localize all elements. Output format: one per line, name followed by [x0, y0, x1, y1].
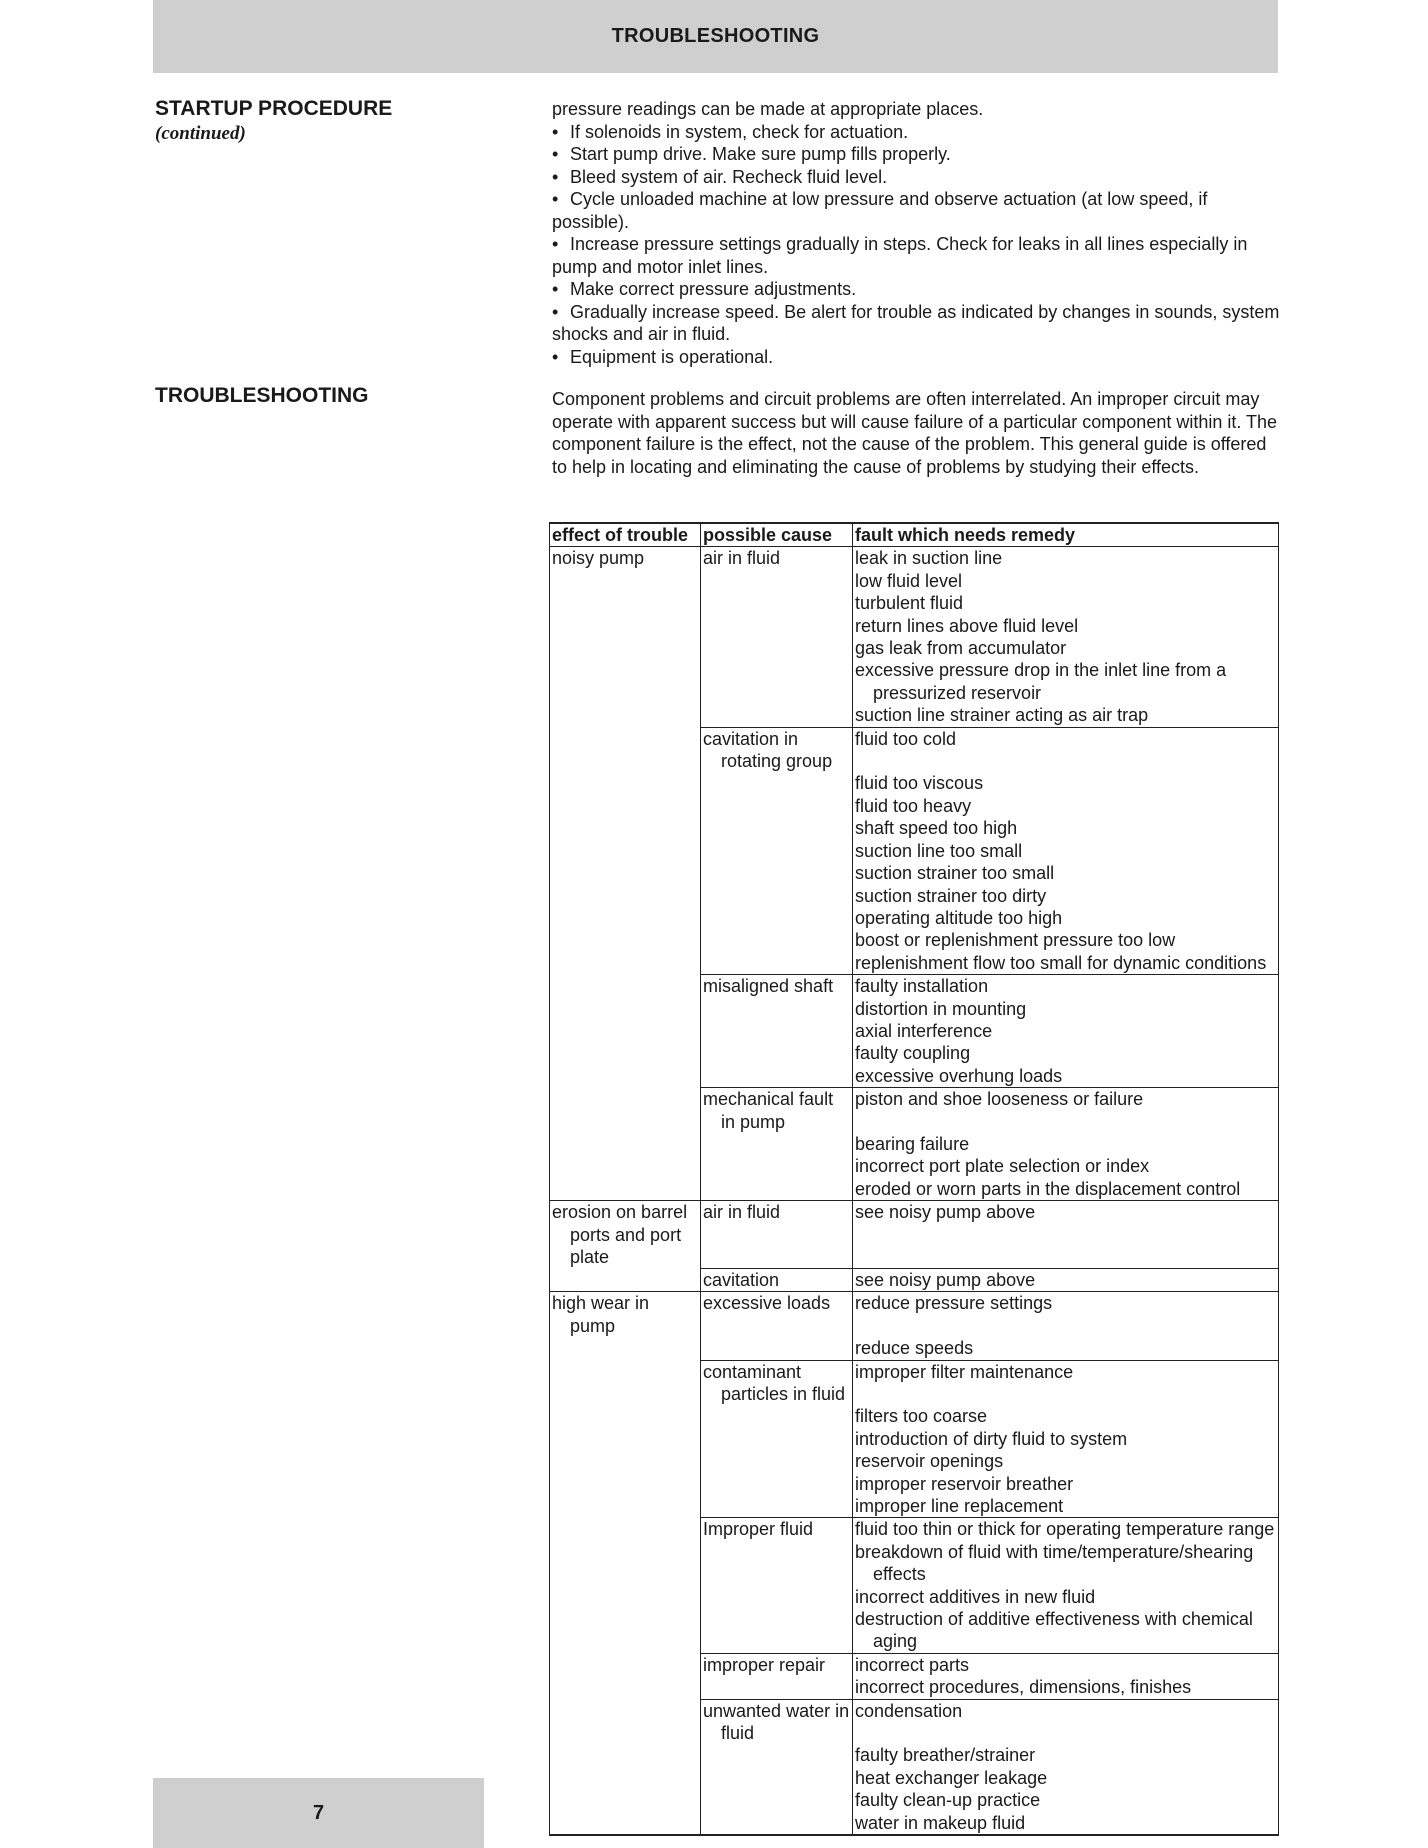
table-cell-cause [701, 1473, 853, 1495]
table-row [550, 1428, 1279, 1450]
table-cell-fault: incorrect procedures, dimensions, finishes [853, 1676, 1279, 1699]
table-row [550, 929, 1279, 951]
table-cell-effect [550, 1178, 701, 1201]
table-cell-effect [550, 772, 701, 794]
table-cell-cause [701, 1789, 853, 1811]
table-cell-fault: fluid too heavy [853, 795, 1279, 817]
table-cell-effect [550, 727, 701, 772]
table-cell-fault: improper filter maintenance [853, 1360, 1279, 1405]
table-cell-cause [701, 795, 853, 817]
table-cell-effect [550, 952, 701, 975]
table-cell-effect [550, 1586, 701, 1608]
table-cell-cause: mechanical fault in pump [701, 1088, 853, 1133]
table-cell-cause [701, 1405, 853, 1427]
table-row [550, 1178, 1279, 1201]
table-row [550, 952, 1279, 975]
table-row [550, 840, 1279, 862]
table-cell-cause [701, 1133, 853, 1155]
table-row [550, 1608, 1279, 1653]
table-cell-cause: Improper fluid [701, 1518, 853, 1541]
table-cell-fault: incorrect parts [853, 1653, 1279, 1676]
startup-bullet: • Cycle unloaded machine at low pressure and observe actuation (at low speed, if possible). [552, 189, 1208, 232]
table-cell-effect [550, 1744, 701, 1766]
table-cell-effect [550, 885, 701, 907]
startup-bullet: • Gradually increase speed. Be alert for trouble as indicated by changes in sounds, system shocks and air in fluid. [552, 301, 1280, 344]
table-cell-effect [550, 1155, 701, 1177]
table-row [550, 907, 1279, 929]
table-row [550, 862, 1279, 884]
table-cell-fault: axial interference [853, 1020, 1279, 1042]
table-cell-fault: faulty clean-up practice [853, 1789, 1279, 1811]
table-cell-cause [701, 929, 853, 951]
table-cell-effect [550, 659, 701, 704]
table-row [550, 1155, 1279, 1177]
table-cell-effect [550, 840, 701, 862]
table-cell-cause: contaminant particles in fluid [701, 1360, 853, 1405]
startup-steps [552, 98, 1282, 368]
table-cell-fault: suction line strainer acting as air trap [853, 704, 1279, 727]
table-cell-cause: unwanted water in fluid [701, 1699, 853, 1744]
table-cell-cause [701, 998, 853, 1020]
table-row [550, 1653, 1279, 1676]
table-cell-fault: condensation [853, 1699, 1279, 1744]
table-header-row [550, 523, 1279, 547]
table-row [550, 1088, 1279, 1133]
startup-bullet: • Bleed system of air. Recheck fluid level. [552, 166, 888, 187]
table-cell-effect [550, 1473, 701, 1495]
table-cell-effect: erosion on barrel ports and port plate [550, 1201, 701, 1269]
table-cell-fault: distortion in mounting [853, 998, 1279, 1020]
table-cell-fault: introduction of dirty fluid to system [853, 1428, 1279, 1450]
table-cell-fault: faulty installation [853, 975, 1279, 998]
troubleshooting-table [549, 522, 1279, 1836]
table-cell-fault: incorrect additives in new fluid [853, 1586, 1279, 1608]
table-row [550, 1065, 1279, 1088]
table-cell-fault: gas leak from accumulator [853, 637, 1279, 659]
table-cell-cause: cavitation [701, 1268, 853, 1291]
table-cell-cause [701, 1495, 853, 1518]
table-cell-cause [701, 1676, 853, 1699]
startup-bullet: • Equipment is operational. [552, 346, 774, 367]
table-cell-cause [701, 1065, 853, 1088]
startup-intro-text: pressure readings can be made at appropriate places. [552, 99, 984, 119]
table-cell-cause [701, 1020, 853, 1042]
table-cell-fault: suction strainer too dirty [853, 885, 1279, 907]
startup-bullet: • Increase pressure settings gradually in steps. Check for leaks in all lines especially in pump and motor inlet lines. [552, 234, 1248, 277]
startup-continued-label: (continued) [155, 123, 246, 144]
table-cell-effect [550, 704, 701, 727]
table-cell-cause [701, 1541, 853, 1586]
startup-bullet: • If solenoids in system, check for actuation. [552, 121, 909, 142]
table-row [550, 885, 1279, 907]
table-cell-fault: piston and shoe looseness or failure [853, 1088, 1279, 1133]
table-cell-fault: operating altitude too high [853, 907, 1279, 929]
table-cell-effect [550, 795, 701, 817]
table-cell-effect [550, 817, 701, 839]
table-cell-cause [701, 907, 853, 929]
table-row [550, 975, 1279, 998]
table-cell-cause [701, 1155, 853, 1177]
table-cell-fault: turbulent fluid [853, 592, 1279, 614]
table-row [550, 1586, 1279, 1608]
table-cell-effect [550, 1495, 701, 1518]
table-cell-fault: suction strainer too small [853, 862, 1279, 884]
table-cell-fault: incorrect port plate selection or index [853, 1155, 1279, 1177]
table-cell-cause: air in fluid [701, 1201, 853, 1269]
table-cell-fault: excessive pressure drop in the inlet line from a pressurized reservoir [853, 659, 1279, 704]
table-body [550, 547, 1279, 1835]
table-row [550, 1812, 1279, 1835]
table-cell-effect [550, 1268, 701, 1291]
table-cell-cause [701, 1337, 853, 1360]
table-cell-effect [550, 1065, 701, 1088]
table-cell-effect [550, 1042, 701, 1064]
startup-bullet-list [552, 121, 1282, 369]
table-cell-effect [550, 1541, 701, 1586]
table-cell-effect [550, 1812, 701, 1835]
table-row [550, 1450, 1279, 1472]
table-cell-fault: destruction of additive effectiveness with chemical aging [853, 1608, 1279, 1653]
table-row [550, 615, 1279, 637]
table-cell-cause [701, 1042, 853, 1064]
table-cell-effect [550, 929, 701, 951]
table-cell-effect [550, 1699, 701, 1744]
table-cell-fault: reduce speeds [853, 1337, 1279, 1360]
table-row [550, 1699, 1279, 1744]
table-row [550, 1405, 1279, 1427]
table-cell-fault: see noisy pump above [853, 1201, 1279, 1269]
table-cell-cause [701, 1428, 853, 1450]
table-cell-effect [550, 1676, 701, 1699]
table-cell-fault: fluid too thin or thick for operating temperature range [853, 1518, 1279, 1541]
table-cell-fault: reservoir openings [853, 1450, 1279, 1472]
table-cell-cause: misaligned shaft [701, 975, 853, 998]
table-cell-effect [550, 1133, 701, 1155]
troubleshooting-paragraph: Component problems and circuit problems are often interrelated. An improper circuit may operate with apparent success but will cause failure of a particular component within it. The component failure is the effect, not the cause of the problem. This general guide is offered to help in locating and eliminating the cause of problems by studying their effects. [552, 389, 1278, 477]
table-cell-fault: return lines above fluid level [853, 615, 1279, 637]
table-cell-cause: air in fluid [701, 547, 853, 570]
page-footer [153, 1778, 484, 1848]
table-cell-effect [550, 615, 701, 637]
table-cell-effect [550, 1020, 701, 1042]
table-row [550, 727, 1279, 772]
table-cell-effect [550, 1608, 701, 1653]
table-row [550, 1676, 1279, 1699]
table-cell-fault: improper reservoir breather [853, 1473, 1279, 1495]
table-cell-cause: improper repair [701, 1653, 853, 1676]
table-cell-effect [550, 975, 701, 998]
table-row [550, 1292, 1279, 1337]
table-row [550, 547, 1279, 570]
table-cell-cause [701, 704, 853, 727]
table-cell-effect: noisy pump [550, 547, 701, 570]
table-cell-effect [550, 1428, 701, 1450]
table-cell-fault: reduce pressure settings [853, 1292, 1279, 1337]
table-cell-fault: filters too coarse [853, 1405, 1279, 1427]
table-cell-cause [701, 615, 853, 637]
table-cell-fault: bearing failure [853, 1133, 1279, 1155]
table-cell-effect [550, 1337, 701, 1360]
table-cell-fault: improper line replacement [853, 1495, 1279, 1518]
table-cell-cause [701, 840, 853, 862]
table-cell-fault: suction line too small [853, 840, 1279, 862]
table-cell-cause [701, 637, 853, 659]
table-row [550, 817, 1279, 839]
table-cell-fault: water in makeup fluid [853, 1812, 1279, 1835]
table-row [550, 637, 1279, 659]
startup-bullet: • Start pump drive. Make sure pump fills properly. [552, 144, 951, 164]
startup-procedure-heading: STARTUP PROCEDURE [155, 97, 393, 120]
table-cell-effect [550, 1088, 701, 1133]
table-cell-cause [701, 1450, 853, 1472]
table-cell-cause [701, 1744, 853, 1766]
table-cell-cause [701, 1812, 853, 1835]
table-cell-fault: see noisy pump above [853, 1268, 1279, 1291]
table-row [550, 1020, 1279, 1042]
table-cell-fault: faulty breather/strainer [853, 1744, 1279, 1766]
table-cell-cause [701, 1608, 853, 1653]
table-cell-effect [550, 570, 701, 592]
table-row [550, 570, 1279, 592]
table-cell-fault: excessive overhung loads [853, 1065, 1279, 1088]
table-cell-cause [701, 570, 853, 592]
table-cell-fault: fluid too cold [853, 727, 1279, 772]
troubleshooting-intro [552, 388, 1282, 478]
table-cell-effect [550, 1518, 701, 1541]
table-cell-effect [550, 592, 701, 614]
table-cell-effect [550, 1653, 701, 1676]
table-cell-cause [701, 1586, 853, 1608]
table-cell-effect [550, 1450, 701, 1472]
table-cell-effect [550, 907, 701, 929]
table-cell-cause [701, 885, 853, 907]
table-row [550, 704, 1279, 727]
table-cell-effect [550, 1789, 701, 1811]
table-cell-fault: breakdown of fluid with time/temperature/shearing effects [853, 1541, 1279, 1586]
table-cell-fault: shaft speed too high [853, 817, 1279, 839]
page-title: TROUBLESHOOTING [611, 25, 820, 47]
table-row [550, 998, 1279, 1020]
table-row [550, 1133, 1279, 1155]
table-row [550, 1744, 1279, 1766]
table-cell-fault: leak in suction line [853, 547, 1279, 570]
table-row [550, 1767, 1279, 1789]
table-cell-cause [701, 772, 853, 794]
troubleshooting-heading: TROUBLESHOOTING [155, 384, 369, 407]
table-cell-cause: cavitation in rotating group [701, 727, 853, 772]
table-cell-fault: faulty coupling [853, 1042, 1279, 1064]
table-row [550, 1360, 1279, 1405]
table-cell-fault: eroded or worn parts in the displacement control [853, 1178, 1279, 1201]
table-row [550, 1201, 1279, 1269]
table-row [550, 659, 1279, 704]
table-cell-effect [550, 998, 701, 1020]
table-cell-effect [550, 1767, 701, 1789]
table-cell-fault: boost or replenishment pressure too low [853, 929, 1279, 951]
table-row [550, 1789, 1279, 1811]
table-cell-cause [701, 952, 853, 975]
table-row [550, 1541, 1279, 1586]
page-number: 7 [312, 1801, 325, 1824]
table-cell-cause [701, 659, 853, 704]
table-row [550, 1268, 1279, 1291]
column-header-effect: effect of trouble [550, 523, 701, 547]
column-header-fault: fault which needs remedy [853, 523, 1279, 547]
table-cell-fault: heat exchanger leakage [853, 1767, 1279, 1789]
table-row [550, 1042, 1279, 1064]
table-cell-effect [550, 637, 701, 659]
table-row [550, 592, 1279, 614]
table-row [550, 795, 1279, 817]
table-row [550, 1495, 1279, 1518]
table-row [550, 1518, 1279, 1541]
table-cell-cause [701, 862, 853, 884]
table-cell-cause [701, 1178, 853, 1201]
startup-bullet: • Make correct pressure adjustments. [552, 279, 857, 299]
table-cell-cause: excessive loads [701, 1292, 853, 1337]
table-row [550, 1473, 1279, 1495]
table-cell-cause [701, 1767, 853, 1789]
column-header-cause: possible cause [701, 523, 853, 547]
table-cell-cause [701, 592, 853, 614]
table-cell-fault: fluid too viscous [853, 772, 1279, 794]
table-cell-fault: low fluid level [853, 570, 1279, 592]
table-cell-effect [550, 1405, 701, 1427]
table-cell-effect [550, 1360, 701, 1405]
table-cell-fault: replenishment flow too small for dynamic conditions [853, 952, 1279, 975]
table-row [550, 1337, 1279, 1360]
table-cell-effect [550, 862, 701, 884]
page-header [153, 0, 1278, 73]
table-cell-effect: high wear in pump [550, 1292, 701, 1337]
table-row [550, 772, 1279, 794]
table-cell-cause [701, 817, 853, 839]
